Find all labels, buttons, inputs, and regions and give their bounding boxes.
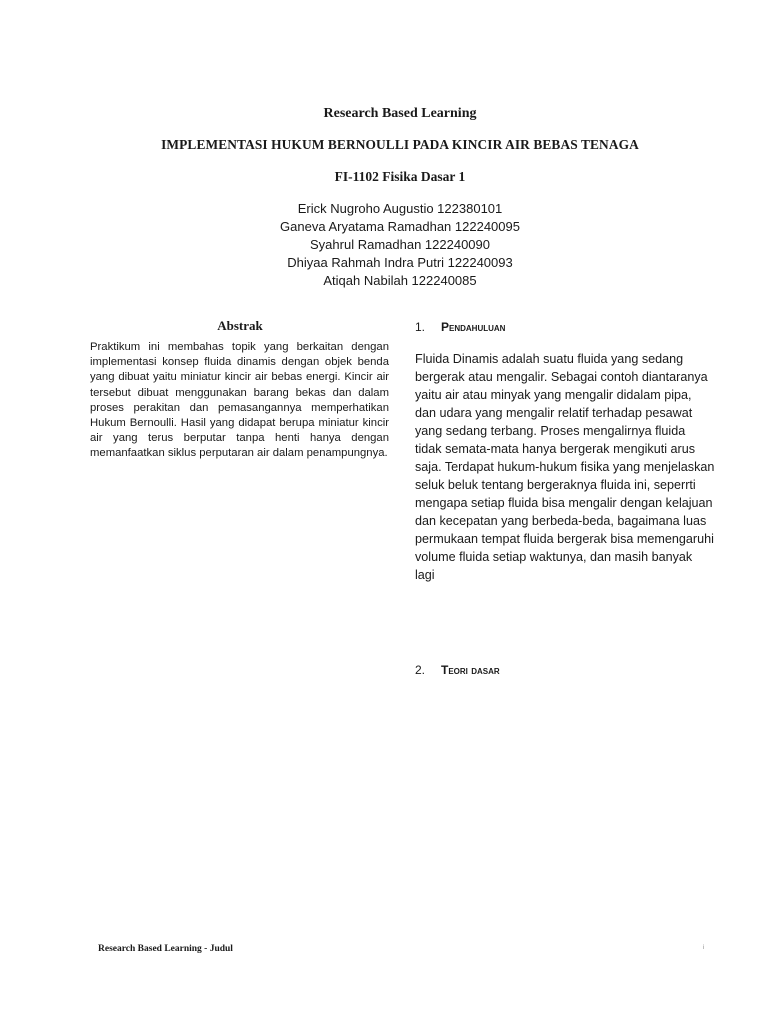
author-line: Syahrul Ramadhan 122240090 <box>310 237 490 252</box>
paper-title: IMPLEMENTASI HUKUM BERNOULLI PADA KINCIR AIR BEBAS TENAGA <box>161 137 639 152</box>
author-line: Atiqah Nabilah 122240085 <box>323 273 477 288</box>
author-line: Erick Nugroho Augustio 122380101 <box>297 201 503 216</box>
page-footer: Research Based Learning - Judul <box>98 944 233 954</box>
author-list <box>0 200 768 290</box>
section-body-pendahuluan: Fluida Dinamis adalah suatu fluida yang sedang bergerak atau mengalir. Sebagai contoh diantaranya yaitu air atau minyak yang mengalir didalam pipa, dan udara yang mengalir relatif terhadap pesawat yang sedang terbang. Proses mengalirnya fluida tidak semata-mata hanya bergerak mengikuti arus saja. Terdapat hukum-hukum fisika yang menjelaskan seluk beluk tentang bergeraknya fluida ini, seperrti mengapa setiap fluida bisa mengalir dengan kelajuan dan kecepatan yang berbeda-beda, bagaimana luas permukaan tempat fluida bergerak bisa memengaruhi volume fluida setiap waktunya, dan masih banyak lagi <box>415 352 715 582</box>
section-title: Teori dasar <box>441 663 500 677</box>
author-line: Ganeva Aryatama Ramadhan 122240095 <box>280 219 520 234</box>
section-title: Pendahuluan <box>441 320 506 334</box>
section-number: 2. <box>415 663 426 677</box>
page-number: i <box>703 945 705 951</box>
section-heading-pendahuluan <box>415 320 505 334</box>
abstract-heading: Abstrak <box>217 318 263 333</box>
section-heading-teori-dasar <box>415 663 500 677</box>
course-code: FI-1102 Fisika Dasar 1 <box>334 169 466 184</box>
abstract-body: Praktikum ini membahas topik yang berkaitan dengan implementasi konsep fluida dinamis dengan objek benda yang dibuat yaitu miniatur kincir air bebas energi. Kincir air tersebut dibuat menggunakan barang bekas dan dalam proses perakitan dan pemasangannya memperhatikan Hukum Bernoulli. Hasil yang didapat berupa miniatur kincir air yang terus berputar tanpa henti hanya dengan memanfaatkan siklus perputaran air dalam penampungnya. <box>90 341 389 460</box>
author-line: Dhiyaa Rahmah Indra Putri 122240093 <box>287 255 513 270</box>
section-number: 1. <box>415 320 426 334</box>
series-title: Research Based Learning <box>323 106 477 121</box>
